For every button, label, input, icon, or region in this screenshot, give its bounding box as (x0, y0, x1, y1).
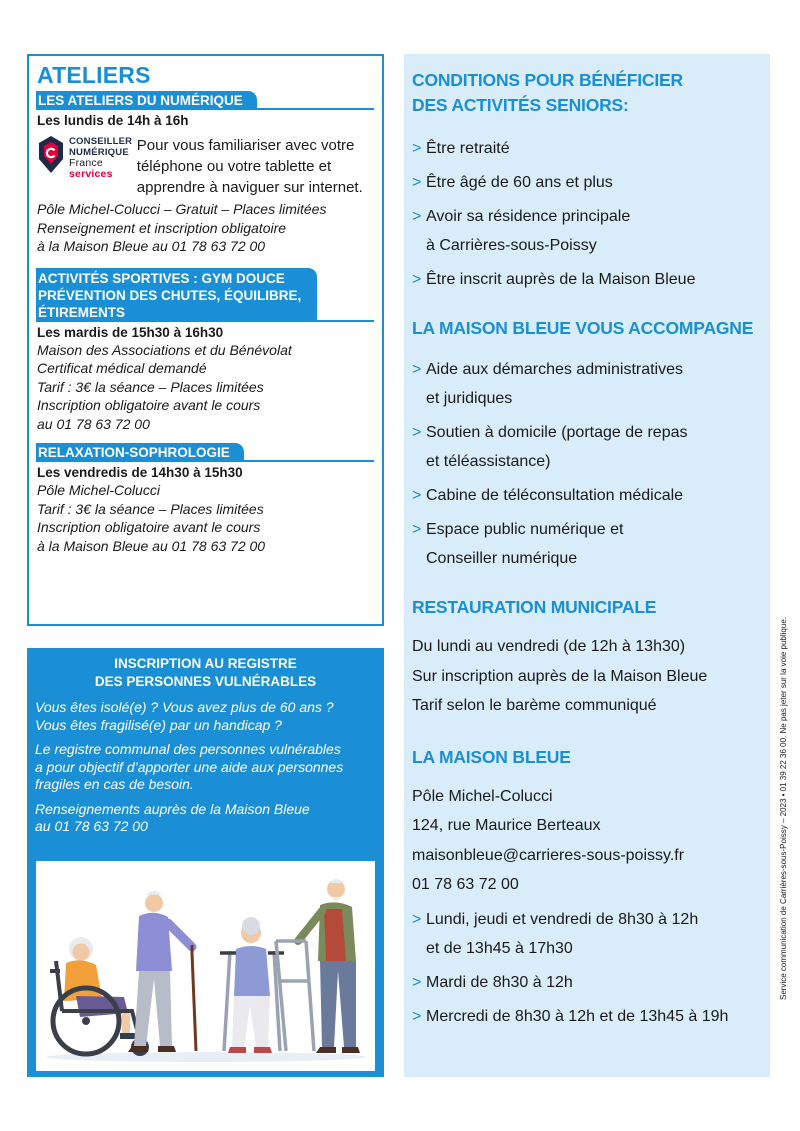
hours-item-text: Lundi, jeudi et vendredi de 8h30 à 12h (426, 910, 699, 928)
registre-text: au 01 78 63 72 00 (35, 818, 148, 834)
registre-text: fragiles en cas de besoin. (35, 776, 194, 792)
sport-detail: Inscription obligatoire avant le cours (37, 397, 261, 413)
registre-title-line: DES PERSONNES VULNÉRABLES (94, 674, 317, 689)
conseiller-block (37, 135, 374, 198)
logo-line3: France (69, 157, 103, 169)
info-panel (404, 54, 770, 1077)
registre-title (35, 655, 376, 691)
relax-detail: Pôle Michel-Colucci (37, 482, 160, 498)
registre-text: Vous êtes fragilisé(e) par un handicap ? (35, 716, 282, 733)
accompagne-item-text: Espace public numérique et (426, 521, 624, 538)
accompagne-item-text: et juridiques (426, 390, 513, 407)
seniors-illustration (36, 861, 375, 1071)
conditions-item-text: Avoir sa résidence principale (426, 208, 631, 225)
restauration-line: Du lundi au vendredi (de 12h à 13h30) (412, 638, 686, 655)
numerique-header-label: LES ATELIERS DU NUMÉRIQUE (36, 91, 257, 109)
registre-text: Le registre communal des personnes vulnérables (35, 741, 341, 757)
sport-schedule: Les mardis de 15h30 à 16h30 (37, 324, 224, 340)
relax-schedule: Les vendredis de 14h30 à 15h30 (37, 465, 243, 480)
hours-item-text: et de 13h45 à 17h30 (426, 939, 573, 957)
maison-address-line: Pôle Michel-Colucci (412, 787, 553, 805)
conditions-item-text: Être âgé de 60 ans et plus (426, 174, 613, 191)
sport-header-label (36, 268, 317, 322)
conditions-item (412, 202, 762, 260)
hours-item (412, 905, 762, 963)
conditions-item (412, 265, 762, 294)
accompagne-item (412, 481, 762, 510)
accompagne-item-text: Soutien à domicile (portage de repas (426, 424, 688, 441)
sport-detail: au 01 78 63 72 00 (37, 415, 150, 432)
numerique-schedule: Les lundis de 14h à 16h (37, 113, 189, 128)
numerique-header (36, 91, 382, 110)
conseiller-numerique-logo (37, 135, 140, 198)
restauration-title: RESTAURATION MUNICIPALE (412, 597, 657, 617)
relax-detail: Tarif : 3€ la séance – Places limitées (37, 500, 264, 517)
conditions-title-line: DES ACTIVITÉS SENIORS: (412, 95, 629, 115)
registre-text: Renseignements auprès de la Maison Bleue (35, 800, 310, 817)
registre-paragraph (35, 801, 376, 836)
conditions-item-text: à Carrières-sous-Poissy (426, 237, 597, 254)
maison-address-line: 124, rue Maurice Berteaux (412, 817, 601, 834)
side-note: Service communication de Carrières-sous-Poissy – 2023 • 01 39 22 36 00. Ne pas jeter sur la voie publique. (779, 616, 788, 1000)
chevron-right-icon: > (412, 973, 422, 991)
conditions-item (412, 134, 762, 163)
accompagne-item-text: et téléassistance) (426, 453, 551, 470)
conditions-item (412, 168, 762, 197)
logo-line1: CONSEILLER (69, 136, 133, 147)
chevron-right-icon: > (412, 910, 422, 928)
ateliers-title: ATELIERS (37, 62, 151, 88)
hours-item-text: Mardi de 8h30 à 12h (426, 973, 573, 991)
restauration-line: Tarif selon le barème communiqué (412, 697, 657, 714)
accompagne-item-text: Conseiller numérique (426, 550, 578, 567)
chevron-right-icon: > (412, 271, 422, 288)
accompagne-item (412, 355, 762, 413)
sport-detail: Certificat médical demandé (37, 360, 207, 376)
ateliers-section (27, 54, 384, 626)
chevron-right-icon: > (412, 361, 422, 378)
seniors-with-mobility-aids-icon (36, 861, 375, 1071)
conditions-title-line: CONDITIONS POUR BÉNÉFICIER (412, 70, 683, 90)
registre-text: Vous êtes isolé(e) ? Vous avez plus de 60 ans ? (35, 699, 334, 715)
conditions-item-text: Être inscrit auprès de la Maison Bleue (426, 271, 696, 288)
numerique-description: Pour vous familiariser avec votre téléphone ou votre tablette et apprendre à naviguer sur internet. (136, 137, 363, 196)
relax-detail: Inscription obligatoire avant le cours (37, 519, 261, 535)
logo-line2: NUMÉRIQUE (69, 146, 129, 158)
relax-detail: à la Maison Bleue au 01 78 63 72 00 (37, 537, 266, 554)
registre-section (27, 648, 384, 1077)
accompagne-item (412, 515, 762, 573)
sport-detail: Tarif : 3€ la séance – Places limitées (37, 378, 264, 395)
accompagne-item-text: Cabine de téléconsultation médicale (426, 487, 684, 504)
maison-title: LA MAISON BLEUE (412, 746, 571, 767)
sport-header-line: ACTIVITÉS SPORTIVES : GYM DOUCE (38, 270, 285, 286)
registre-title-line: INSCRIPTION AU REGISTRE (114, 656, 297, 671)
hours-item-text: Mercredi de 8h30 à 12h et de 13h45 à 19h (426, 1007, 729, 1025)
sport-header (36, 268, 382, 322)
conditions-item-text: Être retraité (426, 140, 510, 157)
logo-line4: services (69, 167, 113, 180)
accompagne-item (412, 418, 762, 476)
chevron-right-icon: > (412, 487, 422, 504)
chevron-right-icon: > (412, 174, 422, 191)
numerique-detail: Renseignement et inscription obligatoire (37, 219, 287, 236)
restauration-line: Sur inscription auprès de la Maison Bleue (412, 667, 708, 685)
registre-paragraph (35, 741, 376, 794)
maison-email-link[interactable]: maisonbleue@carrieres-sous-poissy.fr (412, 846, 685, 864)
hours-item (412, 968, 762, 997)
sport-header-line: PRÉVENTION DES CHUTES, ÉQUILIBRE, (38, 287, 302, 303)
accompagne-item-text: Aide aux démarches administratives (426, 361, 684, 378)
accompagne-title: LA MAISON BLEUE VOUS ACCOMPAGNE (412, 318, 754, 338)
chevron-right-icon: > (412, 208, 422, 225)
registre-text: a pour objectif d’apporter une aide aux personnes (35, 758, 344, 775)
relax-header (36, 443, 382, 462)
maison-phone: 01 78 63 72 00 (412, 876, 519, 893)
chevron-right-icon: > (412, 140, 422, 157)
chevron-right-icon: > (412, 1007, 422, 1025)
conditions-title (412, 68, 762, 118)
hours-item (412, 1002, 762, 1031)
numerique-detail: Pôle Michel-Colucci – Gratuit – Places limitées (37, 201, 327, 217)
numerique-detail: à la Maison Bleue au 01 78 63 72 00 (37, 238, 266, 254)
sport-header-line: ÉTIREMENTS (38, 304, 126, 320)
relax-header-label: RELAXATION-SOPHROLOGIE (36, 443, 244, 461)
chevron-right-icon: > (412, 424, 422, 441)
registre-paragraph (35, 699, 376, 734)
chevron-right-icon: > (412, 521, 422, 538)
location-pin-icon (37, 135, 65, 175)
sport-detail: Maison des Associations et du Bénévolat (37, 341, 292, 358)
